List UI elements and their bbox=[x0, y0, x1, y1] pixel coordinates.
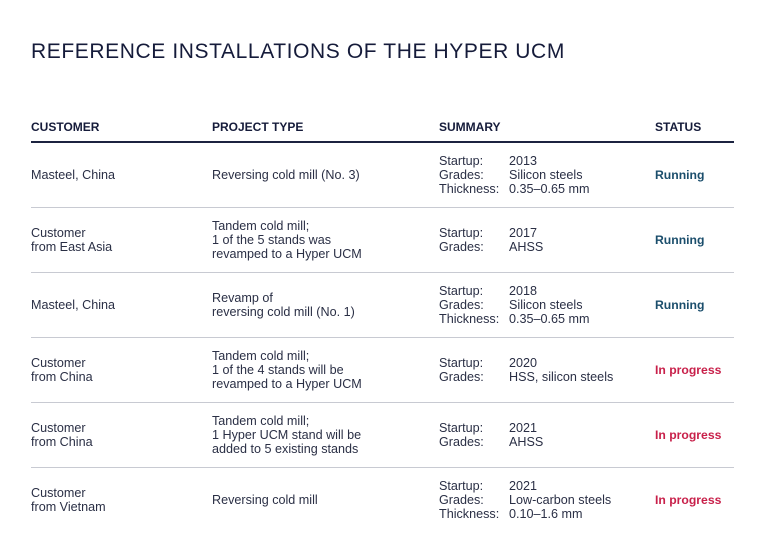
status-label: In progress bbox=[655, 363, 722, 377]
summary-key: Startup: bbox=[439, 479, 484, 493]
summary-key: Grades: bbox=[439, 240, 484, 254]
summary-value: 0.35–0.65 mm bbox=[509, 182, 590, 196]
project-type-text: added to 5 existing stands bbox=[212, 442, 359, 456]
customer-text: Masteel, China bbox=[31, 168, 115, 182]
status-cell bbox=[655, 468, 734, 532]
project-type-text: 1 of the 5 stands was bbox=[212, 233, 332, 247]
summary-cell bbox=[439, 338, 649, 402]
customer-cell bbox=[31, 143, 201, 207]
summary-line bbox=[439, 312, 649, 326]
summary-key: Startup: bbox=[439, 226, 484, 240]
column-header-customer: CUSTOMER bbox=[31, 120, 100, 134]
summary-key: Thickness: bbox=[439, 507, 500, 521]
project-type-text: Tandem cold mill; bbox=[212, 349, 310, 363]
status-cell bbox=[655, 403, 734, 467]
summary-line bbox=[439, 479, 649, 493]
table-row bbox=[31, 338, 734, 403]
summary-cell bbox=[439, 468, 649, 532]
table-row bbox=[31, 143, 734, 208]
summary-line bbox=[439, 370, 649, 384]
project-type-cell bbox=[212, 338, 427, 402]
summary-line bbox=[439, 284, 649, 298]
summary-value: AHSS bbox=[509, 435, 544, 449]
status-label: In progress bbox=[655, 493, 722, 507]
summary-cell bbox=[439, 143, 649, 207]
column-header-summary: SUMMARY bbox=[439, 120, 501, 134]
summary-line bbox=[439, 435, 649, 449]
customer-cell bbox=[31, 338, 201, 402]
summary-key: Grades: bbox=[439, 435, 484, 449]
project-type-cell bbox=[212, 208, 427, 272]
status-cell bbox=[655, 208, 734, 272]
customer-text: from Vietnam bbox=[31, 500, 106, 514]
customer-text: from East Asia bbox=[31, 240, 113, 254]
status-label: Running bbox=[655, 233, 705, 247]
table-row bbox=[31, 468, 734, 533]
project-type-text: revamped to a Hyper UCM bbox=[212, 377, 362, 391]
project-type-text: 1 Hyper UCM stand will be bbox=[212, 428, 362, 442]
summary-value: 2021 bbox=[509, 479, 538, 493]
summary-key: Grades: bbox=[439, 168, 484, 182]
summary-line bbox=[439, 507, 649, 521]
status-label: Running bbox=[655, 298, 705, 312]
project-type-text: revamped to a Hyper UCM bbox=[212, 247, 362, 261]
summary-key: Startup: bbox=[439, 356, 484, 370]
summary-value: Silicon steels bbox=[509, 168, 583, 182]
summary-value: 2020 bbox=[509, 356, 538, 370]
summary-value: 0.35–0.65 mm bbox=[509, 312, 590, 326]
project-type-cell bbox=[212, 273, 427, 337]
table-row bbox=[31, 403, 734, 468]
status-label: In progress bbox=[655, 428, 722, 442]
project-type-text: Reversing cold mill bbox=[212, 493, 318, 507]
summary-value: AHSS bbox=[509, 240, 544, 254]
customer-text: Customer bbox=[31, 356, 86, 370]
project-type-cell bbox=[212, 403, 427, 467]
summary-value: 2018 bbox=[509, 284, 538, 298]
status-cell bbox=[655, 273, 734, 337]
customer-cell bbox=[31, 208, 201, 272]
summary-key: Thickness: bbox=[439, 182, 500, 196]
summary-key: Grades: bbox=[439, 370, 484, 384]
customer-text: Masteel, China bbox=[31, 298, 115, 312]
summary-line bbox=[439, 240, 649, 254]
summary-key: Startup: bbox=[439, 284, 484, 298]
status-label: Running bbox=[655, 168, 705, 182]
column-header-project-type: PROJECT TYPE bbox=[212, 120, 304, 134]
project-type-text: Revamp of bbox=[212, 291, 273, 305]
customer-text: from China bbox=[31, 435, 93, 449]
status-cell bbox=[655, 338, 734, 402]
summary-value: 0.10–1.6 mm bbox=[509, 507, 583, 521]
summary-line bbox=[439, 298, 649, 312]
summary-line bbox=[439, 168, 649, 182]
summary-key: Grades: bbox=[439, 298, 484, 312]
customer-text: Customer bbox=[31, 486, 86, 500]
summary-value: HSS, silicon steels bbox=[509, 370, 614, 384]
summary-key: Grades: bbox=[439, 493, 484, 507]
project-type-text: Tandem cold mill; bbox=[212, 219, 310, 233]
customer-cell bbox=[31, 403, 201, 467]
customer-text: Customer bbox=[31, 421, 86, 435]
project-type-text: Reversing cold mill (No. 3) bbox=[212, 168, 360, 182]
summary-line bbox=[439, 226, 649, 240]
summary-cell bbox=[439, 273, 649, 337]
summary-key: Startup: bbox=[439, 421, 484, 435]
customer-text: from China bbox=[31, 370, 93, 384]
summary-cell bbox=[439, 403, 649, 467]
customer-text: Customer bbox=[31, 226, 86, 240]
column-header-status: STATUS bbox=[655, 120, 702, 134]
project-type-text: reversing cold mill (No. 1) bbox=[212, 305, 355, 319]
project-type-text: Tandem cold mill; bbox=[212, 414, 310, 428]
project-type-cell bbox=[212, 143, 427, 207]
summary-value: 2021 bbox=[509, 421, 538, 435]
summary-value: 2017 bbox=[509, 226, 538, 240]
summary-line bbox=[439, 182, 649, 196]
customer-cell bbox=[31, 468, 201, 532]
page-title: REFERENCE INSTALLATIONS OF THE HYPER UCM bbox=[31, 40, 565, 63]
table-row bbox=[31, 273, 734, 338]
summary-line bbox=[439, 356, 649, 370]
summary-value: Low-carbon steels bbox=[509, 493, 612, 507]
status-cell bbox=[655, 143, 734, 207]
summary-cell bbox=[439, 208, 649, 272]
project-type-cell bbox=[212, 468, 427, 532]
summary-value: Silicon steels bbox=[509, 298, 583, 312]
customer-cell bbox=[31, 273, 201, 337]
table-row bbox=[31, 208, 734, 273]
summary-line bbox=[439, 421, 649, 435]
summary-line bbox=[439, 493, 649, 507]
summary-key: Thickness: bbox=[439, 312, 500, 326]
project-type-text: 1 of the 4 stands will be bbox=[212, 363, 344, 377]
summary-value: 2013 bbox=[509, 154, 538, 168]
summary-line bbox=[439, 154, 649, 168]
table-header bbox=[31, 118, 734, 142]
summary-key: Startup: bbox=[439, 154, 484, 168]
